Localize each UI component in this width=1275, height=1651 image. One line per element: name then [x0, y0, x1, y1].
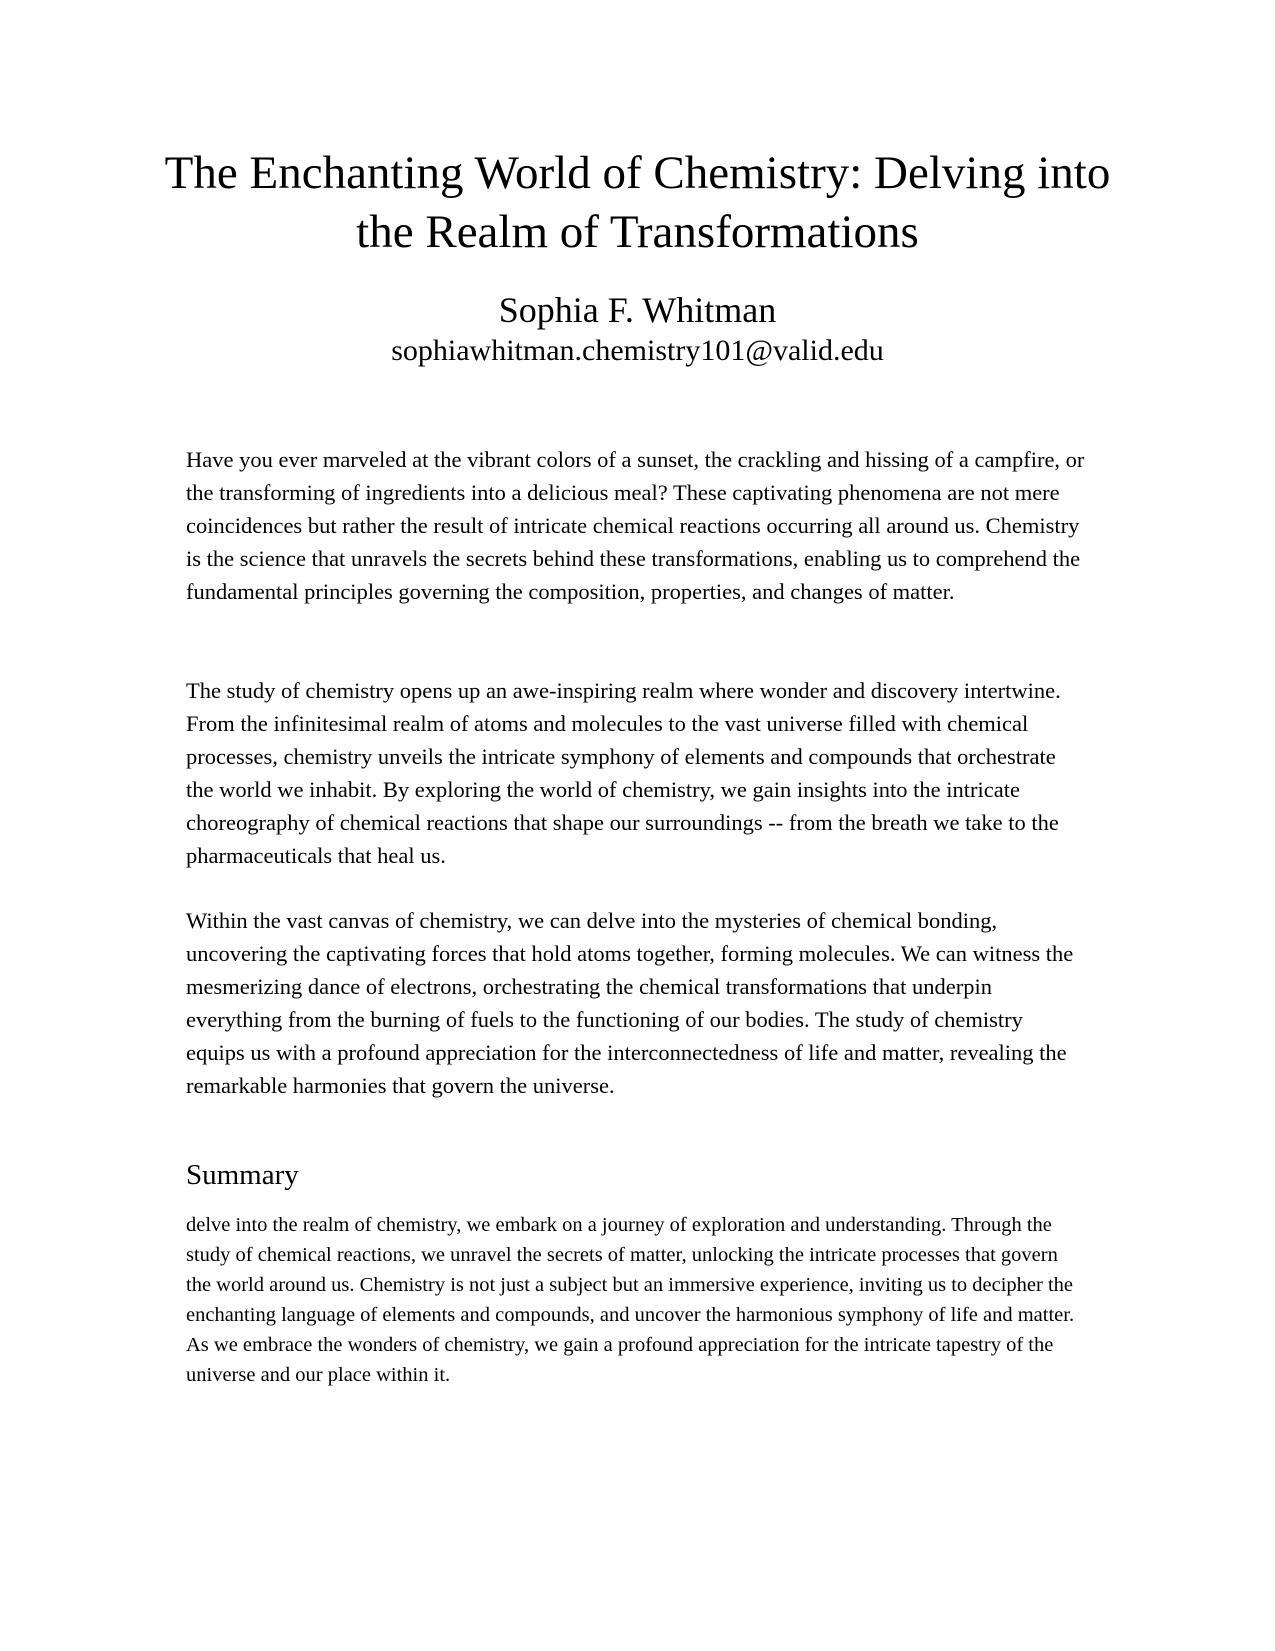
body-paragraph: The study of chemistry opens up an awe-inspiring realm where wonder and discovery intertwine. From the infinitesimal realm of atoms and molecules to the vast universe filled with chemical processes, chemistry unveils the intricate symphony of elements and compounds that orchestrate the world we inhabit. By exploring the world of chemistry, we gain insights into the intricate choreography of chemical reactions that shape our surroundings -- from the breath we take to the pharmaceuticals that heal us. — [186, 678, 1061, 868]
summary-paragraph: delve into the realm of chemistry, we embark on a journey of exploration and understanding. Through the study of chemical reactions, we unravel the secrets of matter, unlocking the intricate processes that govern the world around us. Chemistry is not just a subject but an immersive experience, inviting us to decipher the enchanting language of elements and compounds, and uncover the harmonious symphony of life and matter. As we embrace the wonders of chemistry, we gain a profound appreciation for the intricate tapestry of the universe and our place within it. — [186, 1214, 1075, 1386]
body-paragraph: Within the vast canvas of chemistry, we can delve into the mysteries of chemical bonding, uncovering the captivating forces that hold atoms together, forming molecules. We can witness the mesmerizing dance of electrons, orchestrating the chemical transformations that underpin everything from the burning of fuels to the functioning of our bodies. The study of chemistry equips us with a profound appreciation for the interconnectedness of life and matter, revealing the remarkable harmonies that govern the universe. — [186, 908, 1074, 1098]
summary-heading: Summary — [186, 1159, 299, 1191]
body-paragraph: Have you ever marveled at the vibrant colors of a sunset, the crackling and hissing of a campfire, or the transforming of ingredients into a delicious meal? These captivating phenomena are not mere coincidences but rather the result of intricate chemical reactions occurring all around us. Chemistry is the science that unravels the secrets behind these transformations, enabling us to comprehend the fundamental principles governing the composition, properties, and changes of matter. — [186, 447, 1085, 604]
document-title: The Enchanting World of Chemistry: Delving into the Realm of Transformations — [164, 147, 1111, 258]
author-name: Sophia F. Whitman — [498, 290, 777, 330]
author-email: sophiawhitman.chemistry101@valid.edu — [391, 334, 884, 367]
